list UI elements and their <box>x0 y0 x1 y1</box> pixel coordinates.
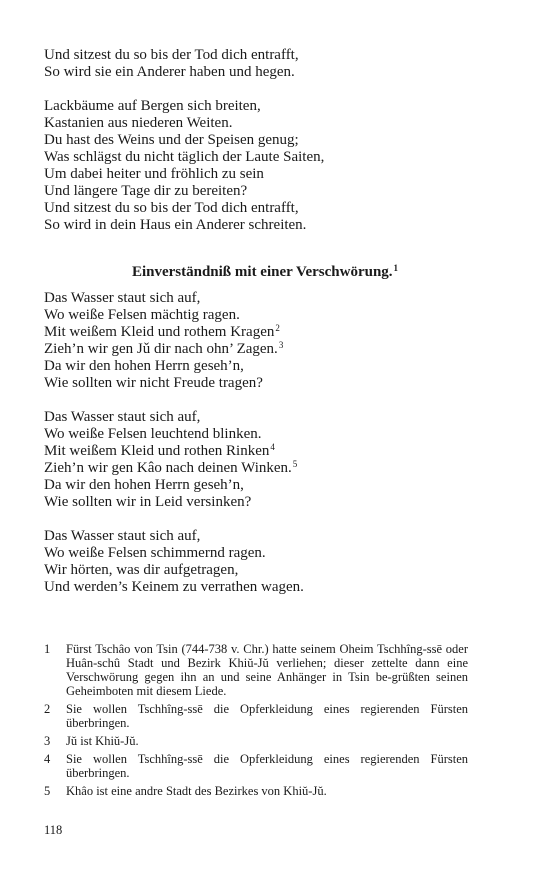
poem-stanza <box>44 409 468 511</box>
footnote-text: Fürst Tschâo von Tsin (744-738 v. Chr.) hatte seinem Oheim Tschhîng-ssē oder Huân-schû Stadt und Bezirk Khiŭ-Jŭ verliehen; dieser zettelte dann eine Verschwörung gegen ihn an und seine Anhänger in Tsin be-grüßten seinen Geheimboten mit diesem Liede. <box>66 642 468 698</box>
verse-line: Wir hörten, was dir aufgetragen, <box>44 562 239 578</box>
verse-line: Wie sollten wir in Leid versinken? <box>44 494 252 510</box>
footnote-number: 3 <box>44 734 51 748</box>
footnote-ref: 4 <box>270 442 275 452</box>
footnote-text: Khâo ist eine andre Stadt des Bezirkes von Khiŭ-Jŭ. <box>66 784 327 798</box>
verse-line: Und längere Tage dir zu bereiten? <box>44 183 248 199</box>
verse-line: Wo weiße Felsen mächtig ragen. <box>44 307 240 323</box>
poem-title-text: Einverständniß mit einer Verschwörung. <box>131 264 393 280</box>
verse-line: Mit weißem Kleid und rothem Kragen$^2$ <box>44 323 280 340</box>
verse-line: Da wir den hohen Herrn geseh’n, <box>44 358 244 374</box>
verse-line: So wird sie ein Anderer haben und hegen. <box>44 64 295 80</box>
verse-line: Lackbäume auf Bergen sich breiten, <box>44 98 261 114</box>
verse-line: Was schlägst du nicht täglich der Laute Saiten, <box>44 149 325 165</box>
poem-stanza <box>44 290 468 392</box>
footnote <box>44 642 468 698</box>
footnote-text: Sie wollen Tschhîng-ssē die Opferkleidung eines regierenden Fürsten überbringen. <box>66 752 468 780</box>
footnote-number: 5 <box>44 784 51 798</box>
footnote <box>44 752 468 780</box>
footnote-ref: 1 <box>393 263 399 273</box>
poem-stanza <box>44 47 468 81</box>
verse-line: Und sitzest du so bis der Tod dich entrafft, <box>44 47 299 63</box>
footnote <box>44 784 468 798</box>
footnote-ref: 5 <box>292 459 298 469</box>
verse-line: Wie sollten wir nicht Freude tragen? <box>44 375 263 391</box>
page-body <box>44 47 468 596</box>
footnotes <box>44 642 468 802</box>
footnote-text: Sie wollen Tschhîng-ssē die Opferkleidung eines regierenden Fürsten überbringen. <box>66 702 468 730</box>
footnote <box>44 734 468 748</box>
poem-stanza <box>44 98 468 234</box>
footnote <box>44 702 468 730</box>
footnote-ref: 2 <box>275 323 280 333</box>
verse-line: So wird in dein Haus ein Anderer schreiten. <box>44 217 307 233</box>
verse-line: Kastanien aus niederen Weiten. <box>44 115 233 131</box>
footnote-number: 2 <box>44 702 51 716</box>
verse-line: Da wir den hohen Herrn geseh’n, <box>44 477 244 493</box>
verse-line: Das Wasser staut sich auf, <box>44 409 201 425</box>
verse-line: Zieh’n wir gen Kâo nach deinen Winken.$^5$ <box>44 459 298 476</box>
page-number: 118 <box>44 823 63 837</box>
footnote-number: 4 <box>44 752 51 766</box>
verse-line: Du hast des Weins und der Speisen genug; <box>44 132 299 148</box>
verse-line: Wo weiße Felsen leuchtend blinken. <box>44 426 262 442</box>
footnote-text: Jŭ ist Khiŭ-Jŭ. <box>66 734 139 748</box>
verse-line: Und sitzest du so bis der Tod dich entrafft, <box>44 200 299 216</box>
verse-line: Wo weiße Felsen schimmernd ragen. <box>44 545 266 561</box>
verse-line: Mit weißem Kleid und rothen Rinken$^4$ <box>44 442 275 459</box>
verse-line: Das Wasser staut sich auf, <box>44 290 201 306</box>
footnote-ref: 3 <box>278 340 284 350</box>
verse-line: Zieh’n wir gen Jǔ dir nach ohn’ Zagen.$^3$ <box>44 340 284 357</box>
verse-line: Das Wasser staut sich auf, <box>44 528 201 544</box>
footnote-number: 1 <box>44 642 51 656</box>
poem-stanza <box>44 528 468 596</box>
verse-line: Und werden’s Keinem zu verrathen wagen. <box>44 579 304 595</box>
poem-title <box>44 264 468 281</box>
verse-line: Um dabei heiter und fröhlich zu sein <box>44 166 264 182</box>
